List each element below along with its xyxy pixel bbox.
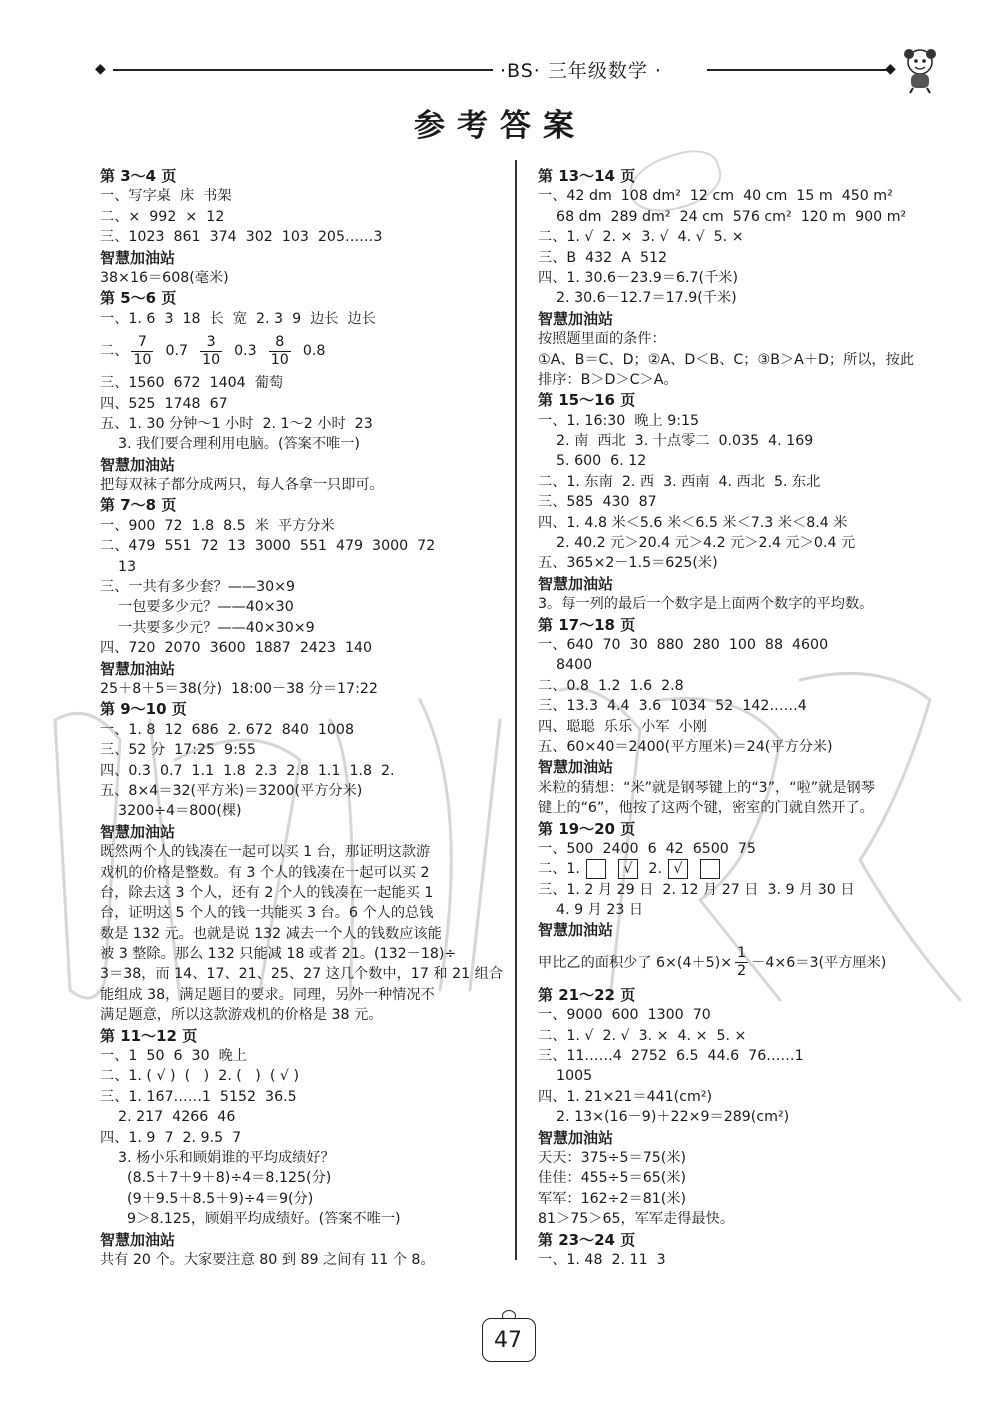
answer-line: 佳佳：455÷5＝65(米) (538, 1170, 687, 1187)
answer-line-fraction (538, 941, 948, 985)
answer-line: 三、1023 861 374 302 103 205……3 (100, 229, 383, 246)
numerator: 8 (269, 334, 291, 352)
answer-line: 二、479 551 72 13 3000 551 479 3000 72 (100, 538, 436, 555)
answer-line: 二、1. √ 2. √ 3. × 4. × 5. × (538, 1027, 747, 1044)
denominator: 10 (270, 351, 289, 368)
bonus-heading: 智慧加油站 (100, 822, 176, 841)
section-heading: 第 5～6 页 (100, 289, 177, 308)
answer-line: 2. 217 4266 46 (100, 1109, 236, 1126)
answer-line: 一、900 72 1.8 8.5 米 平方分米 (100, 517, 335, 534)
answer-line: 3200÷4＝800(棵) (100, 803, 242, 820)
bonus-heading: 智慧加油站 (100, 248, 176, 267)
answer-line: 键上的“6”，他按了这两个键，密室的门就自然开了。 (538, 800, 874, 817)
answer-line: 按照题里面的条件： (538, 331, 666, 348)
section-heading: 第 7～8 页 (100, 496, 177, 515)
answer-line: 五、365×2－1.5＝625(米) (538, 555, 718, 572)
answer-line: 四、720 2070 3600 1887 2423 140 (100, 640, 373, 657)
section-heading: 第 19～20 页 (538, 819, 636, 838)
bonus-heading: 智慧加油站 (538, 309, 614, 328)
answer-line: 戏机的价格是整数。有 3 个人的钱凑在一起可以买 2 (100, 864, 430, 881)
answer-line: 天天：375÷5＝75(米) (538, 1149, 687, 1166)
fraction (200, 334, 222, 369)
answer-line: 5. 600 6. 12 (538, 453, 647, 470)
answer-line: 共有 20 个。大家要注意 80 到 89 之间有 11 个 8。 (100, 1251, 435, 1268)
section-heading: 第 21～22 页 (538, 985, 636, 1004)
bonus-heading: 智慧加油站 (538, 574, 614, 593)
fraction (131, 334, 153, 369)
section-heading: 第 9～10 页 (100, 700, 187, 719)
answer-line: (9＋9.5＋8.5＋9)÷4＝9(分) (100, 1190, 314, 1207)
answer-line: 一、1 50 6 30 晚上 (100, 1048, 247, 1065)
answer-line: 一、42 dm 108 dm² 12 cm 40 cm 15 m 450 m² (538, 188, 893, 205)
answer-line: (8.5＋7＋9＋8)÷4＝8.125(分) (100, 1170, 332, 1187)
fraction (269, 334, 291, 369)
page-number: 47 (494, 1328, 522, 1353)
numerator: 1 (737, 945, 747, 962)
answer-line: 一包要多少元？——40×30 (100, 599, 294, 616)
answer-line: 38×16＝608(毫米) (100, 269, 229, 286)
line-text: －4×6＝3(平方厘米) (751, 954, 887, 971)
answer-line: 数是 132 元。也就是说 132 减去一个人的钱数应该能 (100, 925, 442, 942)
answer-line: 三、11……4 2752 6.5 44.6 76……1 (538, 1048, 804, 1065)
answer-line: 二、× 992 × 12 (100, 208, 225, 225)
bonus-heading: 智慧加油站 (538, 1128, 614, 1147)
numerator: 7 (131, 334, 153, 352)
answer-line: 三、B 432 A 512 (538, 249, 668, 266)
left-column (100, 166, 510, 1270)
line-text: 2. (643, 861, 662, 878)
answer-line: 二、1. ( √ ) ( ) 2. ( ) ( √ ) (100, 1068, 299, 1085)
answer-line: 三、13.3 4.4 3.6 1034 52 142……4 (538, 698, 807, 715)
answer-line: 一、9000 600 1300 70 (538, 1007, 711, 1024)
answer-line: 二、1. 东南 2. 西 3. 西南 4. 西北 5. 东北 (538, 473, 821, 490)
line-text: 0.7 (156, 343, 198, 360)
answer-line: 能组成 38，满足题目的要求。同理，另外一种情况不 (100, 986, 435, 1003)
answer-line: 一、写字桌 床 书架 (100, 188, 232, 205)
answer-line: 9＞8.125，顾娟平均成绩好。(答案不唯一) (100, 1211, 401, 1228)
answer-box: √ (668, 859, 688, 879)
answer-line: 一、1. 6 3 18 长 宽 2. 3 9 边长 边长 (100, 310, 376, 327)
answer-line: 68 dm 289 dm² 24 cm 576 cm² 120 m 900 m² (538, 208, 907, 225)
answer-line: 一、640 70 30 880 280 100 88 4600 (538, 636, 829, 653)
answer-line: 把每双袜子都分成两只，每人各拿一只即可。 (100, 477, 384, 494)
answer-line-fraction (100, 329, 510, 373)
answer-line: 米粒的猜想：“米”就是钢琴键上的“3”，“啦”就是钢琴 (538, 779, 875, 796)
answer-line: 2. 30.6－12.7＝17.9(千米) (538, 290, 737, 307)
answer-line: 三、585 430 87 (538, 494, 657, 511)
bonus-heading: 智慧加油站 (100, 1230, 176, 1249)
answer-line: 3。每一列的最后一个数字是上面两个数字的平均数。 (538, 596, 874, 613)
answer-line: 四、1. 21×21＝441(cm²) (538, 1088, 713, 1105)
answer-line: 13 (100, 558, 137, 575)
answer-line: 81＞75＞65，军军走得最快。 (538, 1211, 735, 1228)
header-rule-right (707, 69, 887, 71)
answer-line-checkboxes (538, 859, 948, 879)
bonus-heading: 智慧加油站 (538, 921, 614, 940)
section-heading: 第 11～12 页 (100, 1026, 198, 1045)
answer-line: 三、1. 2 月 29 日 2. 12 月 27 日 3. 9 月 30 日 (538, 881, 855, 898)
answer-line: 一共要多少元？——40×30×9 (100, 619, 315, 636)
answer-line: 五、1. 30 分钟～1 小时 2. 1～2 小时 23 (100, 415, 373, 432)
answer-line: 五、8×4＝32(平方米)＝3200(平方分米) (100, 782, 363, 799)
answer-line: 五、60×40＝2400(平方厘米)＝24(平方分米) (538, 738, 833, 755)
answer-line: 一、1. 48 2. 11 3 (538, 1251, 666, 1268)
column-divider (515, 160, 517, 1260)
answer-line: 满足题意，所以这款游戏机的价格是 38 元。 (100, 1007, 383, 1024)
answer-box (586, 859, 606, 879)
answer-line: 既然两个人的钱凑在一起可以买 1 台，那证明这款游 (100, 844, 431, 861)
answer-line: 四、1. 9 7 2. 9.5 7 (100, 1129, 242, 1146)
right-column (538, 166, 948, 1270)
answer-line: 二、0.8 1.2 1.6 2.8 (538, 677, 684, 694)
bonus-heading: 智慧加油站 (100, 455, 176, 474)
header-rule-left (113, 69, 493, 71)
answer-line: 1005 (538, 1068, 593, 1085)
header-title: ·BS· 三年级数学 · (500, 60, 662, 82)
denominator: 2 (737, 963, 747, 980)
page-title: 参考答案 (414, 108, 586, 144)
answer-box (700, 859, 720, 879)
answer-line: 四、聪聪 乐乐 小军 小刚 (538, 718, 707, 735)
answer-line: 3. 我们要合理利用电脑。(答案不唯一) (100, 436, 360, 453)
answer-line: 三、52 分 17:25 9:55 (100, 742, 256, 759)
answer-line: 2. 40.2 元＞20.4 元＞4.2 元＞2.4 元＞0.4 元 (538, 535, 856, 552)
page-number-tag (478, 1310, 540, 1362)
answer-line: 一、1. 8 12 686 2. 672 840 1008 (100, 721, 354, 738)
answer-line: 四、1. 4.8 米＜5.6 米＜6.5 米＜7.3 米＜8.4 米 (538, 514, 848, 531)
answer-line: 台，除去这 3 个人，还有 2 个人的钱凑在一起能买 1 (100, 884, 434, 901)
answer-line: 3. 杨小乐和顾娟谁的平均成绩好？ (100, 1149, 335, 1166)
answer-line: 二、1. √ 2. × 3. √ 4. √ 5. × (538, 229, 744, 246)
answer-line: 8400 (538, 657, 593, 674)
line-text: 0.8 (293, 343, 326, 360)
diamond-icon: ◆ (95, 61, 106, 77)
answer-line: 台，证明这 5 个人的钱一共能买 3 台。6 个人的总钱 (100, 905, 434, 922)
mascot-icon (897, 44, 943, 94)
answer-line: 一、1. 16:30 晚上 9:15 (538, 412, 700, 429)
section-heading: 第 15～16 页 (538, 391, 636, 410)
bonus-heading: 智慧加油站 (538, 758, 614, 777)
answer-line: 一、500 2400 6 42 6500 75 (538, 840, 756, 857)
answer-line: 三、1. 167……1 5152 36.5 (100, 1088, 297, 1105)
section-heading: 第 23～24 页 (538, 1230, 636, 1249)
line-prefix: 二、1. (538, 861, 580, 878)
answer-line: ①A、B＝C、D；②A、D＜B、C；③B＞A＋D；所以，按此 (538, 351, 915, 368)
fraction (735, 945, 748, 980)
answer-line: 军军：162÷2＝81(米) (538, 1190, 687, 1207)
answer-line: 三、1560 672 1404 葡萄 (100, 375, 284, 392)
section-heading: 第 13～14 页 (538, 167, 636, 185)
line-text: 0.3 (225, 343, 266, 360)
answer-line: 25＋8＋5＝38(分) 18:00－38 分＝17:22 (100, 680, 378, 697)
line-prefix: 二、 (100, 343, 129, 360)
answer-line: 4. 9 月 23 日 (538, 902, 644, 919)
answer-line: 2. 南 西北 3. 十点零二 0.035 4. 169 (538, 433, 814, 450)
answer-line: 四、0.3 0.7 1.1 1.8 2.3 2.8 1.1 1.8 2. (100, 762, 395, 779)
answer-line: 3＝38，而 14、17、21、25、27 这几个数中，17 和 21 组合 (100, 966, 504, 983)
answer-line: 四、1. 30.6－23.9＝6.7(千米) (538, 269, 738, 286)
answer-line: 被 3 整除。那么 132 只能减 18 或者 21。(132－18)÷ (100, 946, 457, 963)
line-prefix: 甲比乙的面积少了 6×(4＋5)× (538, 954, 733, 971)
answer-line: 四、525 1748 67 (100, 395, 228, 412)
bonus-heading: 智慧加油站 (100, 659, 176, 678)
denominator: 10 (202, 351, 221, 368)
answer-line: 排序：B＞D＞C＞A。 (538, 371, 678, 388)
answer-line: 2. 13×(16－9)＋22×9＝289(cm²) (538, 1109, 790, 1126)
page-header (95, 52, 945, 92)
answer-box: √ (618, 859, 638, 879)
answer-line: 三、一共有多少套？——30×9 (100, 579, 296, 596)
section-heading: 第 3～4 页 (100, 167, 177, 185)
numerator: 3 (200, 334, 222, 352)
diamond-icon: ◆ (885, 61, 896, 77)
denominator: 10 (133, 351, 152, 368)
section-heading: 第 17～18 页 (538, 615, 636, 634)
